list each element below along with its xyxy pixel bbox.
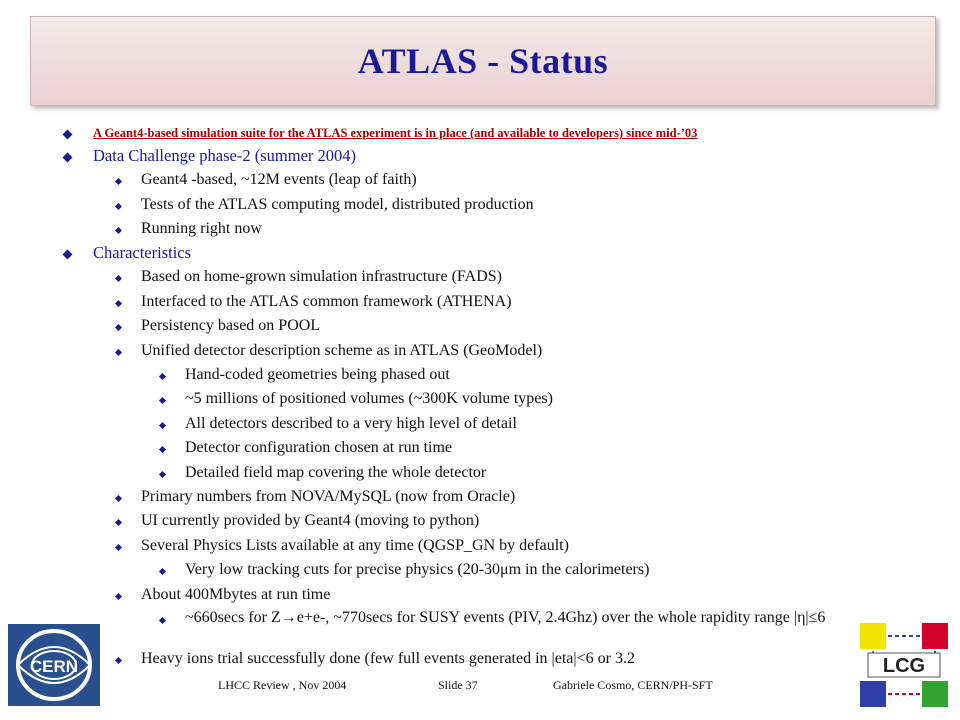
footer-center: Slide 37 <box>438 678 478 692</box>
bullet-text: Heavy ions trial successfully done (few full events generated in |eta|<6 or 3.2 <box>141 650 635 667</box>
bullet-item-level-3 <box>160 559 649 581</box>
bullet-text: Running right now <box>141 220 262 237</box>
bullet-text: Primary numbers from NOVA/MySQL (now from Oracle) <box>141 488 516 505</box>
diamond-bullet-icon <box>63 250 73 260</box>
diamond-bullet-icon <box>115 300 122 307</box>
bullet-item-level-2 <box>116 648 635 670</box>
bullet-item-level-1 <box>64 145 356 167</box>
diamond-bullet-icon <box>115 349 122 356</box>
lcg-logo-text: LCG <box>882 655 926 677</box>
bullet-text: Interfaced to the ATLAS common framework (ATHENA) <box>141 293 512 310</box>
diamond-bullet-icon <box>115 657 122 664</box>
footer <box>0 678 960 698</box>
diamond-bullet-icon <box>115 275 122 282</box>
bullet-text: Characteristics <box>93 243 192 262</box>
diamond-bullet-icon <box>159 422 166 429</box>
bullet-text: Unified detector description scheme as in ATLAS (GeoModel) <box>141 342 543 359</box>
bullet-text: All detectors described to a very high level of detail <box>185 415 517 432</box>
title-bar <box>30 16 936 106</box>
diamond-bullet-icon <box>159 373 166 380</box>
bullet-item-level-2 <box>116 266 502 288</box>
bullet-item-level-3 <box>160 437 452 459</box>
bullet-item-level-2 <box>116 169 417 191</box>
bullet-text: Based on home-grown simulation infrastructure (FADS) <box>141 268 502 285</box>
slide-title: ATLAS - Status <box>357 41 609 81</box>
bullet-text: Detailed field map covering the whole detector <box>185 464 487 481</box>
bullet-item-level-3 <box>160 413 517 435</box>
diamond-bullet-icon <box>159 568 166 575</box>
bullet-item-level-3 <box>160 462 486 484</box>
bullet-item-level-3 <box>160 388 553 410</box>
bullet-item-level-2 <box>116 291 512 313</box>
bullet-item-level-1 <box>64 242 191 264</box>
bullet-text: Detector configuration chosen at run time <box>185 439 453 456</box>
diamond-bullet-icon <box>115 495 122 502</box>
bullet-item-level-2 <box>116 510 479 532</box>
bullet-text: ~660secs for Z→e+e-, ~770secs for SUSY events (PIV, 2.4Ghz) over the whole rapidity range |η|≤6 <box>185 609 826 626</box>
bullet-text: About 400Mbytes at run time <box>141 586 331 603</box>
bullet-item-level-2 <box>116 584 330 606</box>
bullet-item-level-2 <box>116 194 534 216</box>
bullet-item-level-2 <box>116 315 320 337</box>
bullet-item-level-2 <box>116 218 262 240</box>
bullet-text: A Geant4-based simulation suite for the ATLAS experiment is in place (and available to developers) since mid-’03 <box>93 126 698 140</box>
diamond-bullet-icon <box>115 324 122 331</box>
bullet-text: Data Challenge phase-2 (summer 2004) <box>93 146 357 165</box>
diamond-bullet-icon <box>63 130 73 140</box>
bullet-text: Tests of the ATLAS computing model, distributed production <box>141 196 534 213</box>
diamond-bullet-icon <box>115 593 122 600</box>
diamond-bullet-icon <box>115 519 122 526</box>
diamond-bullet-icon <box>159 617 166 624</box>
diamond-bullet-icon <box>159 446 166 453</box>
bullet-text: Persistency based on POOL <box>141 317 321 334</box>
footer-right: Gabriele Cosmo, CERN/PH-SFT <box>553 678 713 692</box>
bullet-item-level-2 <box>116 535 569 557</box>
diamond-bullet-icon <box>115 544 122 551</box>
cern-logo-text: CERN <box>29 657 79 676</box>
bullet-item-level-3 <box>160 608 865 627</box>
bullet-item-level-2 <box>116 340 542 362</box>
bullet-text: UI currently provided by Geant4 (moving to python) <box>141 512 480 529</box>
footer-left: LHCC Review , Nov 2004 <box>218 678 347 692</box>
bullet-text: ~5 millions of positioned volumes (~300K volume types) <box>185 390 553 407</box>
bullet-item-level-2 <box>116 486 515 508</box>
bullet-item-level-3 <box>160 364 450 386</box>
bullet-item-level-1 <box>64 122 697 144</box>
bullet-text: Geant4 -based, ~12M events (leap of faith) <box>141 171 417 188</box>
diamond-bullet-icon <box>115 203 122 210</box>
diamond-bullet-icon <box>63 153 73 163</box>
bullet-text: Several Physics Lists available at any time (QGSP_GN by default) <box>141 537 569 554</box>
bullet-text: Hand-coded geometries being phased out <box>185 366 450 383</box>
diamond-bullet-icon <box>159 471 166 478</box>
diamond-bullet-icon <box>159 397 166 404</box>
diamond-bullet-icon <box>115 178 122 185</box>
bullet-text: Very low tracking cuts for precise physics (20-30μm in the calorimeters) <box>185 561 650 578</box>
diamond-bullet-icon <box>115 227 122 234</box>
